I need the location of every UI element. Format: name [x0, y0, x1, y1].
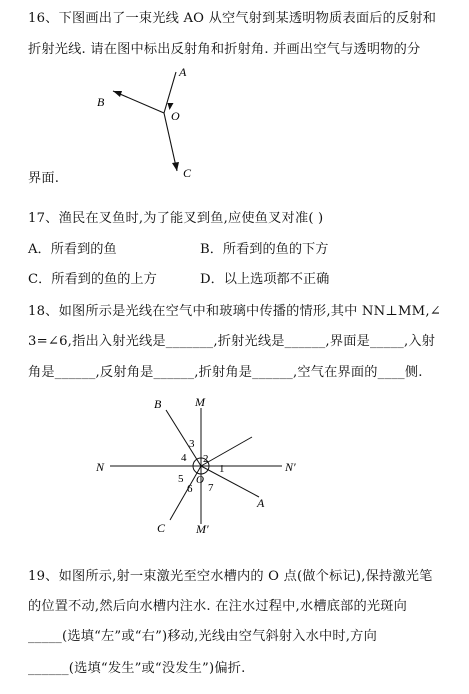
- q18-line-3: 角是______,反射角是______,折射角是______,空气在界面的____侧.: [28, 365, 423, 380]
- q17-option-b: B．所看到的鱼的下方: [200, 242, 329, 257]
- q16-label-b: B: [97, 95, 105, 109]
- q18-angle-1: 1: [219, 463, 225, 475]
- q19-line-4: ______(选填“发生”或“没发生”)偏折.: [28, 661, 246, 676]
- q18-angle-6: 6: [187, 483, 193, 495]
- q18-label-m-prime: M′: [196, 522, 209, 536]
- q17-stem: 17、渔民在叉鱼时,为了能叉到鱼,应使鱼叉对准( ): [28, 211, 324, 226]
- q17-option-d: D．以上选项都不正确: [200, 272, 330, 287]
- q18-label-n: N: [96, 460, 105, 474]
- q18-label-n-prime: N′: [285, 460, 296, 474]
- q16-line-1: 16、下图画出了一束光线 AO 从空气射到某透明物质表面后的反射和: [28, 11, 437, 26]
- q16-label-a: A: [179, 65, 187, 79]
- q18-label-a: A: [257, 496, 265, 510]
- q17-option-a: A．所看到的鱼: [28, 242, 117, 257]
- q18-angle-3: 3: [189, 438, 195, 450]
- q18-label-b: B: [154, 397, 162, 411]
- q18-angle-2: 2: [203, 453, 209, 465]
- q16-line-2: 折射光线. 请在图中标出反射角和折射角. 并画出空气与透明物的分: [28, 42, 421, 57]
- q19-line-1: 19、如图所示,射一束激光至空水槽内的 O 点(做个标记),保持激光笔: [28, 569, 433, 584]
- q18-label-c: C: [157, 521, 166, 535]
- q18-label-m: M: [195, 395, 205, 409]
- q16-arrow-oc: [172, 162, 179, 171]
- q16-line-3: 界面.: [28, 171, 60, 186]
- q18-angle-4: 4: [181, 452, 187, 464]
- q17-option-c: C．所看到的鱼的上方: [28, 272, 157, 287]
- q18-figure: [95, 395, 296, 536]
- q16-figure: [97, 65, 192, 180]
- q19-line-3: _____(选填“左”或“右”)移动,光线由空气斜射入水中时,方向: [28, 629, 377, 644]
- q19-line-2: 的位置不动,然后向水槽内注水. 在注水过程中,水槽底部的光斑向: [28, 599, 408, 614]
- q16-label-o: O: [171, 109, 180, 123]
- q18-ray-e: [201, 437, 252, 466]
- q18-line-1: 18、如图所示是光线在空气中和玻璃中传播的情形,其中 NN⊥MM,∠: [28, 304, 442, 319]
- q18-line-2: 3=∠6,指出入射光线是_______,折射光线是______,界面是_____,入射: [28, 334, 436, 349]
- q16-arrow-ob: [113, 91, 122, 97]
- q18-angle-5: 5: [178, 473, 184, 485]
- q18-label-o: O: [196, 474, 204, 486]
- q18-angle-7: 7: [208, 482, 214, 494]
- q16-label-c: C: [183, 166, 192, 180]
